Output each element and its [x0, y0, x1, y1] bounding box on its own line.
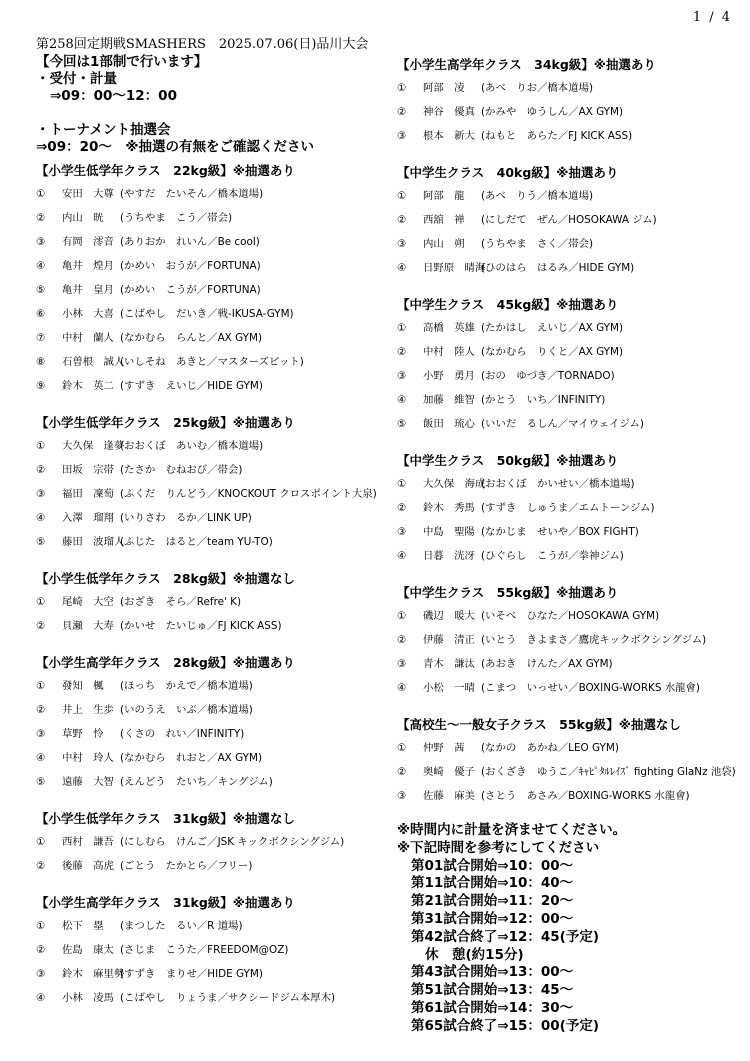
lottery-label: ・トーナメント抽選会 [36, 122, 171, 138]
competitor-row [36, 722, 381, 746]
competitor-name: 福田 凜萄 [62, 488, 114, 500]
competitor-detail: (くさの れい／INFINITY) [120, 728, 245, 740]
competitor-num: ① [397, 742, 407, 754]
competitor-num: ④ [36, 992, 46, 1004]
weight-class-title: 【小学生高学年クラス 31kg級】※抽選あり [36, 895, 295, 910]
schedule-line: 第43試合開始⇒13：00～ [411, 964, 574, 981]
competitor-detail: (なかむら らんと／AX GYM) [120, 332, 262, 344]
competitor-name: 松下 塁 [62, 920, 104, 932]
competitor-detail: (いのうえ いぶ／橋本道場) [120, 704, 253, 716]
competitor-num: ④ [397, 550, 407, 562]
competitor-detail: (ひのはら はるみ／HIDE GYM) [481, 262, 635, 274]
competitor-num: ④ [397, 394, 407, 406]
competitor-num: ② [36, 860, 46, 872]
right-column [397, 54, 737, 1036]
competitor-detail: (なかじま せいや／BOX FIGHT) [481, 526, 639, 538]
competitor-row [397, 208, 737, 232]
competitor-name: 鈴木 秀馬 [423, 502, 475, 514]
schedule-line: 第61試合開始⇒14：30～ [411, 999, 574, 1016]
competitor-num: ④ [36, 260, 46, 272]
competitor-row [397, 184, 737, 208]
competitor-detail: (ふくだ りんどう／KNOCKOUT クロスポイント大泉) [120, 488, 377, 500]
page-number: 1 / 4 [692, 10, 732, 25]
competitor-name: 尾崎 大空 [62, 596, 114, 608]
competitor-num: ⑤ [36, 536, 46, 548]
competitor-name: 高橋 英雄 [423, 322, 475, 334]
competitor-num: ② [397, 766, 407, 778]
competitor-detail: (あおき けんた／AX GYM) [481, 658, 613, 670]
competitor-name: 小野 勇月 [423, 370, 475, 382]
competitor-num: ① [397, 322, 407, 334]
competitor-row [36, 854, 381, 878]
competitor-detail: (なかむら りくと／AX GYM) [481, 346, 623, 358]
competitor-detail: (いとう きよまさ／鷹虎キックボクシングジム) [481, 634, 707, 646]
competitor-num: ① [397, 610, 407, 622]
competitor-num: ⑤ [36, 776, 46, 788]
schedule-line: 第11試合開始⇒10：40～ [411, 875, 574, 892]
competitor-row [36, 254, 381, 278]
competitor-name: 内山 朔 [423, 238, 465, 250]
competitor-detail: (えんどう たいち／キングジム) [120, 776, 273, 788]
competitor-name: 日野原 晴海 [423, 262, 486, 274]
competitor-detail: (いしそね あきと／マスターズピット) [120, 356, 304, 368]
competitor-row [36, 206, 381, 230]
competitor-name: 小林 凌馬 [62, 992, 114, 1004]
weight-class-section [36, 160, 381, 412]
weight-class-title: 【中学生クラス 40kg級】※抽選あり [397, 165, 619, 180]
competitor-row [397, 100, 737, 124]
left-column [36, 54, 381, 1024]
competitor-row [36, 770, 381, 794]
competitor-name: 青木 謙汰 [423, 658, 475, 670]
weight-class-title: 【小学生低学年クラス 31kg級】※抽選なし [36, 811, 295, 826]
competitor-name: 田坂 宗帯 [62, 464, 114, 476]
competitor-num: ④ [397, 262, 407, 274]
weight-class-section [36, 652, 381, 808]
event-header: 第258回定期戦SMASHERS 2025.07.06(日)品川大会 [36, 37, 369, 52]
competitor-row [36, 506, 381, 530]
competitor-detail: (うちやま さく／帯会) [481, 238, 594, 250]
competitor-name: 大久保 逢夢 [62, 440, 125, 452]
competitor-num: ④ [397, 682, 407, 694]
competitor-num: ① [36, 836, 46, 848]
competitor-detail: (うちやま こう／帯会) [120, 212, 233, 224]
schedule-line: 第42試合終了⇒12：45(予定) [411, 928, 600, 945]
competitor-name: 奥崎 優子 [423, 766, 475, 778]
competitor-detail: (いいだ るしん／マイウェイジム) [481, 418, 644, 430]
competitor-num: ② [36, 212, 46, 224]
competitor-row [397, 736, 737, 760]
competitor-num: ③ [36, 488, 46, 500]
competitor-detail: (かめい こうが／FORTUNA) [120, 284, 261, 296]
competitor-num: ⑤ [397, 418, 407, 430]
competitor-name: 亀井 皇月 [62, 284, 114, 296]
competitor-num: ④ [36, 752, 46, 764]
competitor-row [36, 962, 381, 986]
competitor-detail: (なかの あかね／LEO GYM) [481, 742, 619, 754]
competitor-row [397, 628, 737, 652]
competitor-detail: (いそべ ひなた／HOSOKAWA GYM) [481, 610, 660, 622]
weight-class-section [397, 450, 737, 582]
competitor-row [397, 388, 737, 412]
weight-class-title: 【小学生高学年クラス 34kg級】※抽選あり [397, 57, 656, 72]
competitor-num: ① [397, 478, 407, 490]
weight-class-title: 【小学生低学年クラス 22kg級】※抽選あり [36, 163, 295, 178]
competitor-name: 西舘 禅 [423, 214, 465, 226]
competitor-name: 中村 陸人 [423, 346, 475, 358]
competitor-detail: (こばやし りょうま／サクシードジム本厚木) [120, 992, 336, 1004]
competitor-num: ② [36, 704, 46, 716]
competitor-row [397, 472, 737, 496]
competitor-num: ⑤ [36, 284, 46, 296]
competitor-detail: (やすだ たいそん／橋本道場) [120, 188, 264, 200]
competitor-row [36, 458, 381, 482]
competitor-num: ① [36, 188, 46, 200]
competitor-detail: (おの ゆづき／TORNADO) [481, 370, 615, 382]
competitor-detail: (いりさわ るか／LINK UP) [120, 512, 252, 524]
competitor-name: 入澤 瑠翔 [62, 512, 114, 524]
competitor-name: 大久保 海成 [423, 478, 486, 490]
competitor-num: ③ [397, 238, 407, 250]
competitor-row [36, 326, 381, 350]
competitor-name: 神谷 優真 [423, 106, 475, 118]
lottery-time: ⇒09：20～ ※抽選の有無をご確認ください [36, 139, 315, 155]
competitor-row [36, 674, 381, 698]
competitor-row [397, 544, 737, 568]
weight-class-section [36, 808, 381, 892]
competitor-row [397, 676, 737, 700]
competitor-row [36, 938, 381, 962]
weight-class-section [36, 568, 381, 652]
competitor-name: 仲野 茜 [423, 742, 465, 754]
competitor-num: ③ [397, 790, 407, 802]
competitor-row [397, 340, 737, 364]
competitor-detail: (にしだて ぜん／HOSOKAWA ジム) [481, 214, 657, 226]
competitor-row [397, 364, 737, 388]
competitor-row [36, 590, 381, 614]
competitor-name: 日暮 洸冴 [423, 550, 475, 562]
competitor-name: 西村 謙吾 [62, 836, 114, 848]
competitor-name: 草野 怜 [62, 728, 104, 740]
competitor-row [397, 760, 737, 784]
right-sections [397, 54, 737, 822]
competitor-num: ⑥ [36, 308, 46, 320]
competitor-num: ⑦ [36, 332, 46, 344]
weight-class-section [397, 294, 737, 450]
competitor-num: ① [397, 82, 407, 94]
competitor-row [397, 232, 737, 256]
notice-title: 【今回は1部制で行います】 [36, 54, 208, 70]
competitor-row [36, 830, 381, 854]
competitor-row [36, 434, 381, 458]
competitor-detail: (ねもと あらた／FJ KICK ASS) [481, 130, 633, 142]
competitor-num: ② [397, 346, 407, 358]
competitor-detail: (おおくぼ あいむ／橋本道場) [120, 440, 264, 452]
competitor-name: 阿部 龍 [423, 190, 465, 202]
competitor-num: ① [36, 440, 46, 452]
competitor-num: ② [36, 620, 46, 632]
schedule [397, 822, 737, 1036]
competitor-num: ③ [397, 130, 407, 142]
weight-class-title: 【中学生クラス 50kg級】※抽選あり [397, 453, 619, 468]
weight-class-title: 【高校生～一般女子クラス 55kg級】※抽選なし [397, 717, 681, 732]
competitor-detail: (こばやし だいき／戦-IKUSA-GYM) [120, 308, 294, 320]
competitor-num: ⑧ [36, 356, 46, 368]
competitor-name: 佐島 康太 [62, 944, 114, 956]
competitor-num: ⑨ [36, 380, 46, 392]
competitor-detail: (なかむら れおと／AX GYM) [120, 752, 262, 764]
left-sections [36, 160, 381, 1024]
competitor-row [397, 604, 737, 628]
competitor-name: 石曽根 誠人 [62, 356, 125, 368]
competitor-detail: (かとう いち／INFINITY) [481, 394, 606, 406]
competitor-name: 飯田 琉心 [423, 418, 475, 430]
weight-class-section [397, 54, 737, 162]
competitor-name: 佐藤 麻美 [423, 790, 475, 802]
competitor-detail: (まつした るい／R 道場) [120, 920, 243, 932]
competitor-row [36, 986, 381, 1010]
weight-class-title: 【小学生高学年クラス 28kg級】※抽選あり [36, 655, 295, 670]
schedule-line: 第21試合開始⇒11：20～ [411, 893, 574, 910]
competitor-detail: (たかはし えいじ／AX GYM) [481, 322, 623, 334]
schedule-line: 第01試合開始⇒10：00～ [411, 857, 574, 874]
competitor-name: 後藤 高虎 [62, 860, 114, 872]
competitor-detail: (ありおか れいん／Be cool) [120, 236, 260, 248]
competitor-detail: (あべ りお／橋本道場) [481, 82, 594, 94]
schedule-break: 休 憩(約15分) [425, 946, 524, 963]
competitor-detail: (こまつ いっせい／BOXING-WORKS 水龍會) [481, 682, 700, 694]
competitor-name: 中島 聖陽 [423, 526, 475, 538]
competitor-name: 根本 新大 [423, 130, 475, 142]
weight-class-title: 【中学生クラス 45kg級】※抽選あり [397, 297, 619, 312]
competitor-name: 小林 大喜 [62, 308, 114, 320]
competitor-num: ③ [397, 658, 407, 670]
competitor-detail: (すずき まりせ／HIDE GYM) [120, 968, 263, 980]
competitor-row [36, 698, 381, 722]
schedule-note-weigh: ※時間内に計量を済ませてください。 [397, 822, 627, 838]
competitor-name: 有岡 澪音 [62, 236, 114, 248]
competitor-detail: (ほっち かえで／橋本道場) [120, 680, 253, 692]
competitor-detail: (ひぐらし こうが／拳神ジム) [481, 550, 624, 562]
schedule-line: 第31試合開始⇒12：00～ [411, 910, 574, 927]
competitor-row [397, 784, 737, 808]
competitor-name: 亀井 煌月 [62, 260, 114, 272]
competitor-name: 藤田 波瑠人 [62, 536, 125, 548]
competitor-detail: (かみや ゆうしん／AX GYM) [481, 106, 623, 118]
competitor-row [397, 316, 737, 340]
competitor-num: ① [36, 680, 46, 692]
weigh-in-label: ・受付・計量 [36, 71, 117, 87]
weight-class-section [36, 892, 381, 1024]
competitor-name: 磯辺 暖大 [423, 610, 475, 622]
weight-class-section [397, 582, 737, 714]
competitor-num: ③ [36, 236, 46, 248]
weight-class-title: 【小学生低学年クラス 25kg級】※抽選あり [36, 415, 295, 430]
competitor-row [397, 124, 737, 148]
competitor-num: ① [36, 596, 46, 608]
competitor-row [397, 520, 737, 544]
competitor-num: ③ [397, 370, 407, 382]
competitor-name: 井上 生歩 [62, 704, 114, 716]
competitor-name: 加藤 維智 [423, 394, 475, 406]
competitor-row [397, 412, 737, 436]
competitor-row [36, 278, 381, 302]
competitor-row [36, 350, 381, 374]
competitor-row [36, 914, 381, 938]
competitor-num: ③ [36, 728, 46, 740]
weight-class-title: 【中学生クラス 55kg級】※抽選あり [397, 585, 619, 600]
competitor-num: ② [36, 464, 46, 476]
weight-class-title: 【小学生低学年クラス 28kg級】※抽選なし [36, 571, 295, 586]
competitor-num: ① [397, 190, 407, 202]
competitor-row [36, 482, 381, 506]
schedule-line: 第51試合開始⇒13：45～ [411, 982, 574, 999]
competitor-detail: (すずき えいじ／HIDE GYM) [120, 380, 263, 392]
weight-class-section [397, 162, 737, 294]
competitor-name: 貝瀬 大寿 [62, 620, 114, 632]
competitor-name: 發知 楓 [62, 680, 104, 692]
competitor-name: 中村 玲人 [62, 752, 114, 764]
competitor-name: 安田 大尊 [62, 188, 114, 200]
competitor-name: 阿部 凌 [423, 82, 465, 94]
schedule-line: 第65試合終了⇒15：00(予定) [411, 1017, 600, 1034]
competitor-name: 小松 一晴 [423, 682, 475, 694]
competitor-row [397, 76, 737, 100]
competitor-detail: (かいせ たいじゅ／FJ KICK ASS) [120, 620, 282, 632]
competitor-num: ② [397, 106, 407, 118]
competitor-detail: (かめい おうが／FORTUNA) [120, 260, 261, 272]
competitor-name: 伊藤 清正 [423, 634, 475, 646]
competitor-num: ② [36, 944, 46, 956]
competitor-row [397, 256, 737, 280]
competitor-row [36, 374, 381, 398]
competitor-row [397, 652, 737, 676]
competitor-row [36, 530, 381, 554]
weight-class-section [397, 714, 737, 822]
competitor-detail: (にしむら けんご／JSK キックボクシングジム) [120, 836, 345, 848]
competitor-row [36, 182, 381, 206]
competitor-num: ② [397, 502, 407, 514]
competitor-row [36, 230, 381, 254]
competitor-detail: (さとう あさみ／BOXING-WORKS 水龍會) [481, 790, 690, 802]
competitor-detail: (さじま こうた／FREEDOM@OZ) [120, 944, 289, 956]
competitor-num: ③ [397, 526, 407, 538]
competitor-detail: (たさか むねおび／帯会) [120, 464, 243, 476]
weigh-in-time: ⇒09：00～12：00 [50, 88, 177, 104]
competitor-num: ④ [36, 512, 46, 524]
competitor-num: ① [36, 920, 46, 932]
competitor-detail: (おおくぼ かいせい／橋本道場) [481, 478, 635, 490]
competitor-num: ② [397, 634, 407, 646]
competitor-detail: (すずき しゅうま／エムトーンジム) [481, 502, 655, 514]
competitor-detail: (おざき そら／Refre' K) [120, 596, 242, 608]
schedule-note-reference: ※下記時間を参考にしてください [397, 839, 600, 856]
competitor-name: 内山 晄 [62, 212, 104, 224]
competitor-name: 中村 蘭人 [62, 332, 114, 344]
competitor-num: ③ [36, 968, 46, 980]
competitor-name: 遠藤 大智 [62, 776, 114, 788]
competitor-row [36, 746, 381, 770]
competitor-row [36, 302, 381, 326]
competitor-detail: (ごとう たかとら／フリー) [120, 860, 253, 872]
competitor-detail: (おくざき ゆうこ／ｷｬﾋﾟﾀﾙﾚｲｽﾞ fighting GlaNz 池袋) [481, 766, 736, 778]
weight-class-section [36, 412, 381, 568]
competitor-num: ② [397, 214, 407, 226]
competitor-name: 鈴木 英二 [62, 380, 114, 392]
competitor-detail: (あべ りう／橋本道場) [481, 190, 594, 202]
competitor-row [397, 496, 737, 520]
competitor-row [36, 614, 381, 638]
competitor-detail: (ふじた はると／team YU-TO) [120, 536, 273, 548]
competitor-name: 鈴木 麻里勢 [62, 968, 125, 980]
